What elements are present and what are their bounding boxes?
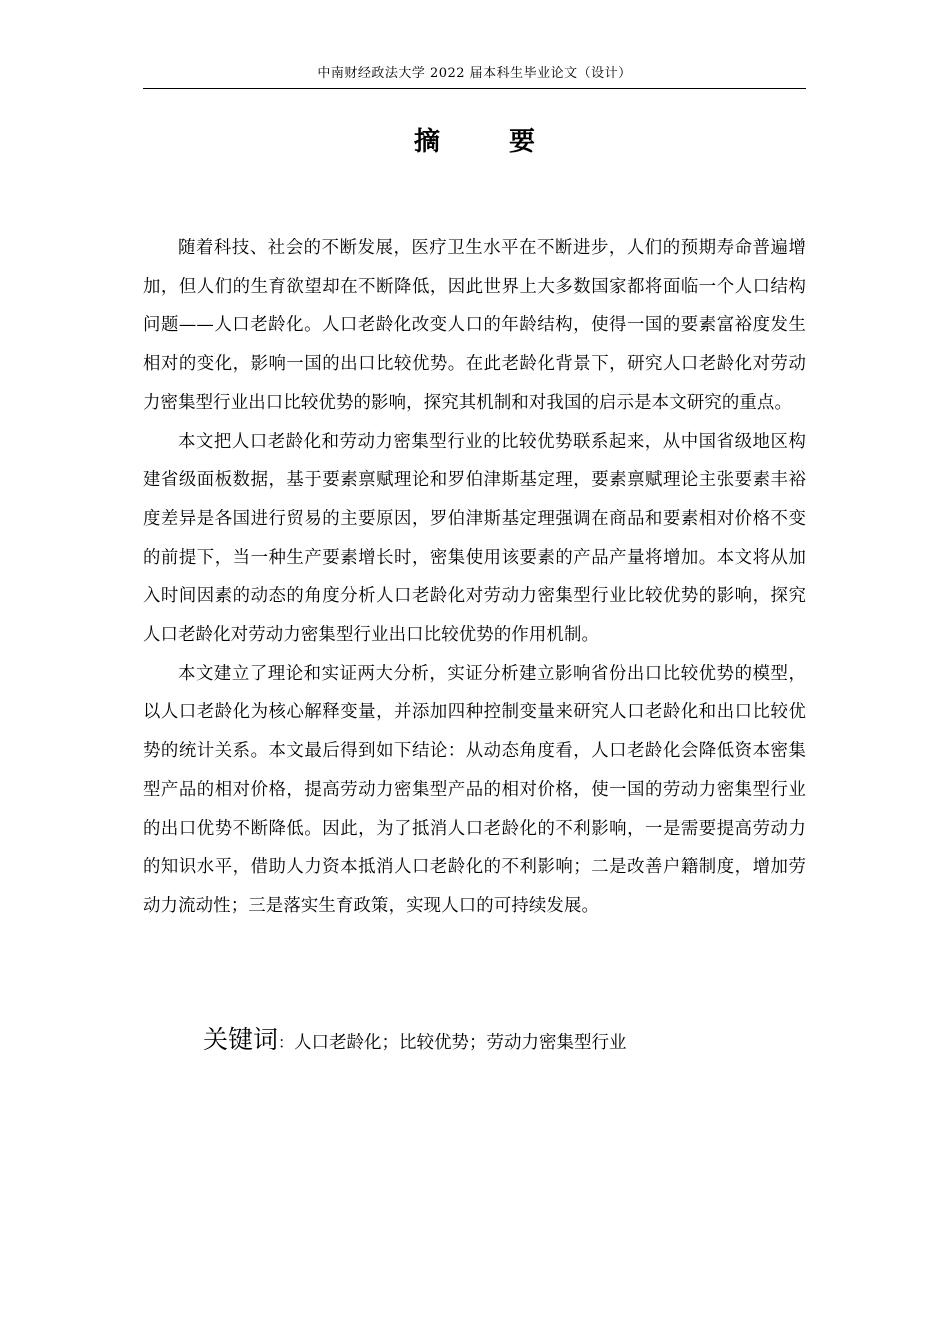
abstract-paragraph: 本文建立了理论和实证两大分析，实证分析建立影响省份出口比较优势的模型，以人口老龄化为核心解释变量，并添加四种控制变量来研究人口老龄化和出口比较优势的统计关系。本文最后得到如下结论：从动态角度看，人口老龄化会降低资本密集型产品的相对价格，提高劳动力密集型产品的相对价格，使一国的劳动力密集型行业的出口优势不断降低。因此，为了抵消人口老龄化的不利影响，一是需要提高劳动力的知识水平，借助人力资本抵消人口老龄化的不利影响；二是改善户籍制度，增加劳动力流动性；三是落实生育政策，实现人口的可持续发展。 <box>143 663 806 916</box>
page-header: 中南财经政法大学 2022 届本科生毕业论文（设计） <box>317 66 632 81</box>
keywords <box>203 1020 803 1063</box>
abstract-paragraph: 本文把人口老龄化和劳动力密集型行业的比较优势联系起来，从中国省级地区构建省级面板数据，基于要素禀赋理论和罗伯津斯基定理，要素禀赋理论主张要素丰裕度差异是各国进行贸易的主要原因，罗伯津斯基定理强调在商品和要素相对价格不变的前提下，当一种生产要素增长时，密集使用该要素的产品产量将增加。本文将从加入时间因素的动态的角度分析人口老龄化对劳动力密集型行业比较优势的影响，探究人口老龄化对劳动力密集型行业出口比较优势的作用机制。 <box>143 431 806 646</box>
keywords-value: 人口老龄化；比较优势；劳动力密集型行业 <box>294 1033 627 1053</box>
header-rule <box>143 88 806 89</box>
page-title: 摘 要 <box>413 127 566 157</box>
keywords-label: 关键词 <box>203 1025 279 1054</box>
abstract-body <box>143 229 806 926</box>
keywords-separator: ： <box>278 1033 295 1052</box>
abstract-paragraph: 随着科技、社会的不断发展，医疗卫生水平在不断进步，人们的预期寿命普遍增加，但人们的生育欲望却在不断降低，因此世界上大多数国家都将面临一个人口结构问题——人口老龄化。人口老龄化改变人口的年龄结构，使得一国的要素富裕度发生相对的变化，影响一国的出口比较优势。在此老龄化背景下，研究人口老龄化对劳动力密集型行业出口比较优势的影响，探究其机制和对我国的启示是本文研究的重点。 <box>143 238 806 413</box>
